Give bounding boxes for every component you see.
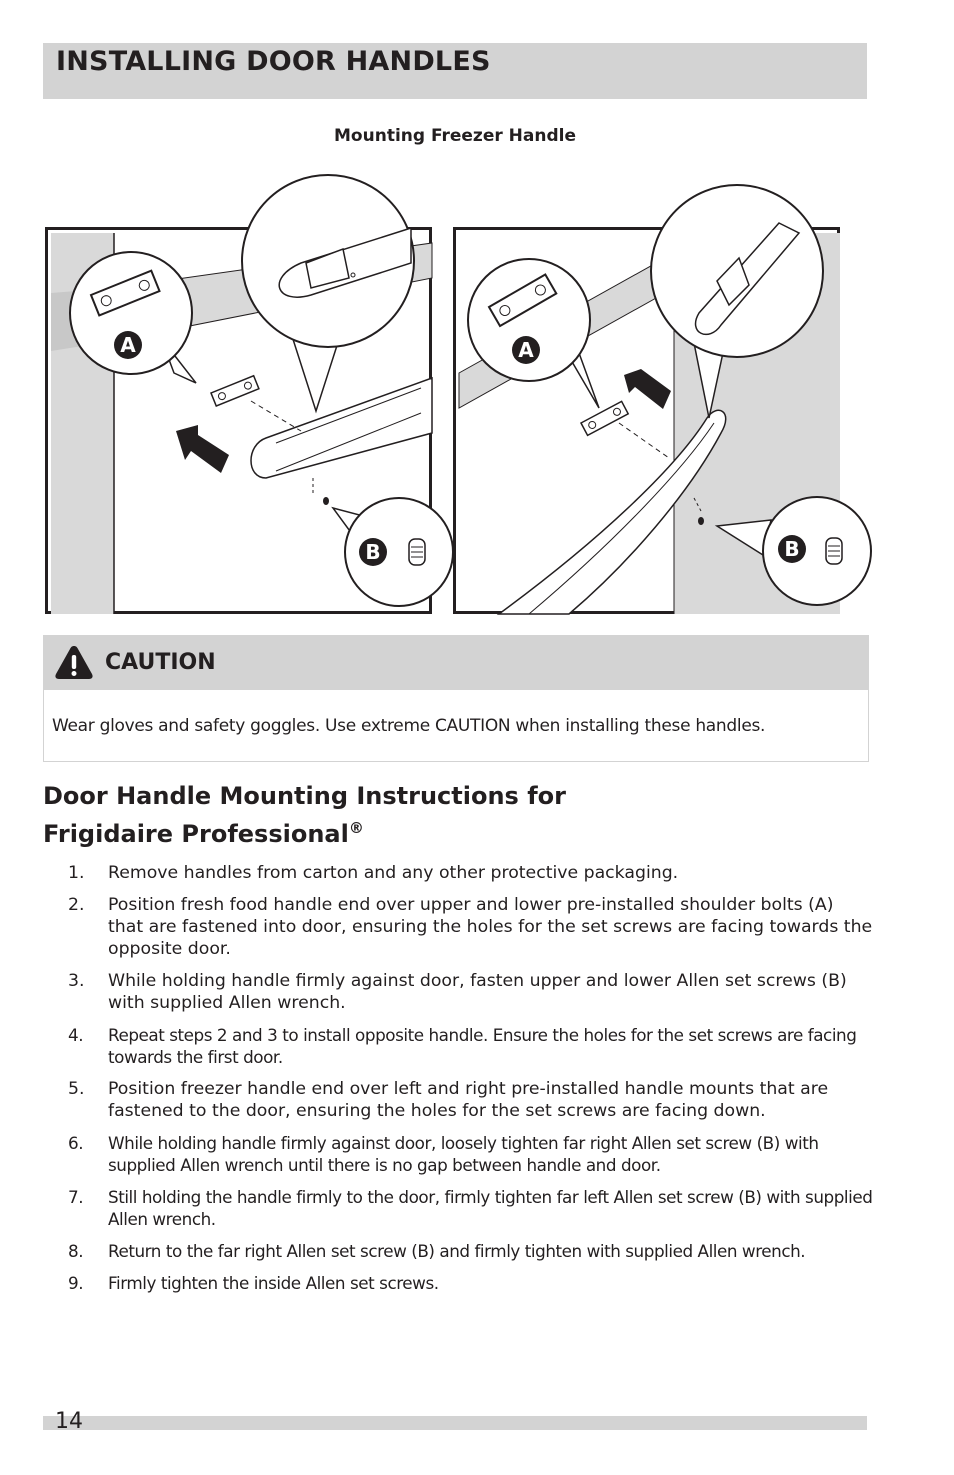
- instruction-step: [43, 1024, 873, 1068]
- caution-title: CAUTION: [105, 650, 216, 675]
- section-heading-line2: Frigidaire Professional: [43, 820, 349, 848]
- step-number: 1.: [68, 863, 85, 883]
- step-number: 4.: [68, 1025, 84, 1045]
- instruction-step: [43, 862, 873, 884]
- instruction-step: [43, 894, 873, 960]
- instruction-step: [43, 1240, 873, 1262]
- step-text: Firmly tighten the inside Allen set screws.: [108, 1273, 439, 1293]
- step-number: 3.: [68, 971, 85, 991]
- instruction-step: [43, 1186, 873, 1230]
- page-number: 14: [55, 1409, 83, 1434]
- section-heading: [43, 780, 566, 850]
- illustration-panel-right: [453, 227, 840, 614]
- callout-a-label: A: [120, 333, 136, 357]
- instruction-step: [43, 1272, 873, 1294]
- step-number: 6.: [68, 1133, 84, 1153]
- step-text: Repeat steps 2 and 3 to install opposite handle. Ensure the holes for the set screws are facing towards the first door.: [108, 1025, 857, 1067]
- step-text: Position freezer handle end over left and right pre-installed handle mounts that are fastened to the door, ensuring the holes for the set screws are facing down.: [108, 1079, 829, 1121]
- figure-caption: Mounting Freezer Handle: [334, 126, 576, 146]
- illustration-panel-left: [45, 227, 432, 614]
- callout-b-label: B: [365, 540, 381, 564]
- step-text: While holding handle firmly against door, fasten upper and lower Allen set screws (B) with supplied Allen wrench.: [108, 971, 847, 1013]
- step-number: 2.: [68, 895, 85, 915]
- step-number: 9.: [68, 1273, 84, 1293]
- freezer-handle-illustration-left: [48, 230, 458, 620]
- step-number: 5.: [68, 1079, 85, 1099]
- section-heading-line1: Door Handle Mounting Instructions for: [43, 782, 566, 810]
- step-text: While holding handle firmly against door, loosely tighten far right Allen set screw (B) with supplied Allen wrench until there is no gap between handle and door.: [108, 1133, 819, 1175]
- instruction-list: [43, 862, 873, 1304]
- footer-bar: [43, 1416, 867, 1430]
- callout-b-label-right: B: [784, 537, 800, 561]
- page-title: INSTALLING DOOR HANDLES: [56, 46, 491, 77]
- caution-body: [43, 690, 869, 762]
- step-text: Return to the far right Allen set screw (B) and firmly tighten with supplied Allen wrench.: [108, 1241, 806, 1261]
- step-number: 7.: [68, 1187, 84, 1207]
- step-text: Remove handles from carton and any other protective packaging.: [108, 863, 679, 883]
- instruction-step: [43, 1132, 873, 1176]
- step-text: Still holding the handle firmly to the door, firmly tighten far left Allen set screw (B) with supplied Allen wrench.: [108, 1187, 873, 1229]
- registered-mark: ®: [348, 819, 364, 837]
- warning-triangle-icon: [54, 644, 94, 680]
- callout-a-label-right: A: [518, 338, 534, 362]
- caution-header: [43, 635, 869, 690]
- instruction-step: [43, 1078, 873, 1122]
- freezer-handle-illustration-right: [456, 230, 876, 620]
- instruction-step: [43, 970, 873, 1014]
- step-number: 8.: [68, 1241, 84, 1261]
- caution-text: Wear gloves and safety goggles. Use extreme CAUTION when installing these handles.: [52, 716, 766, 736]
- title-bar: [43, 43, 867, 99]
- step-text: Position fresh food handle end over upper and lower pre-installed shoulder bolts (A) that are fastened into door, ensuring the holes for the set screws are facing towards the opposite door.: [108, 895, 873, 959]
